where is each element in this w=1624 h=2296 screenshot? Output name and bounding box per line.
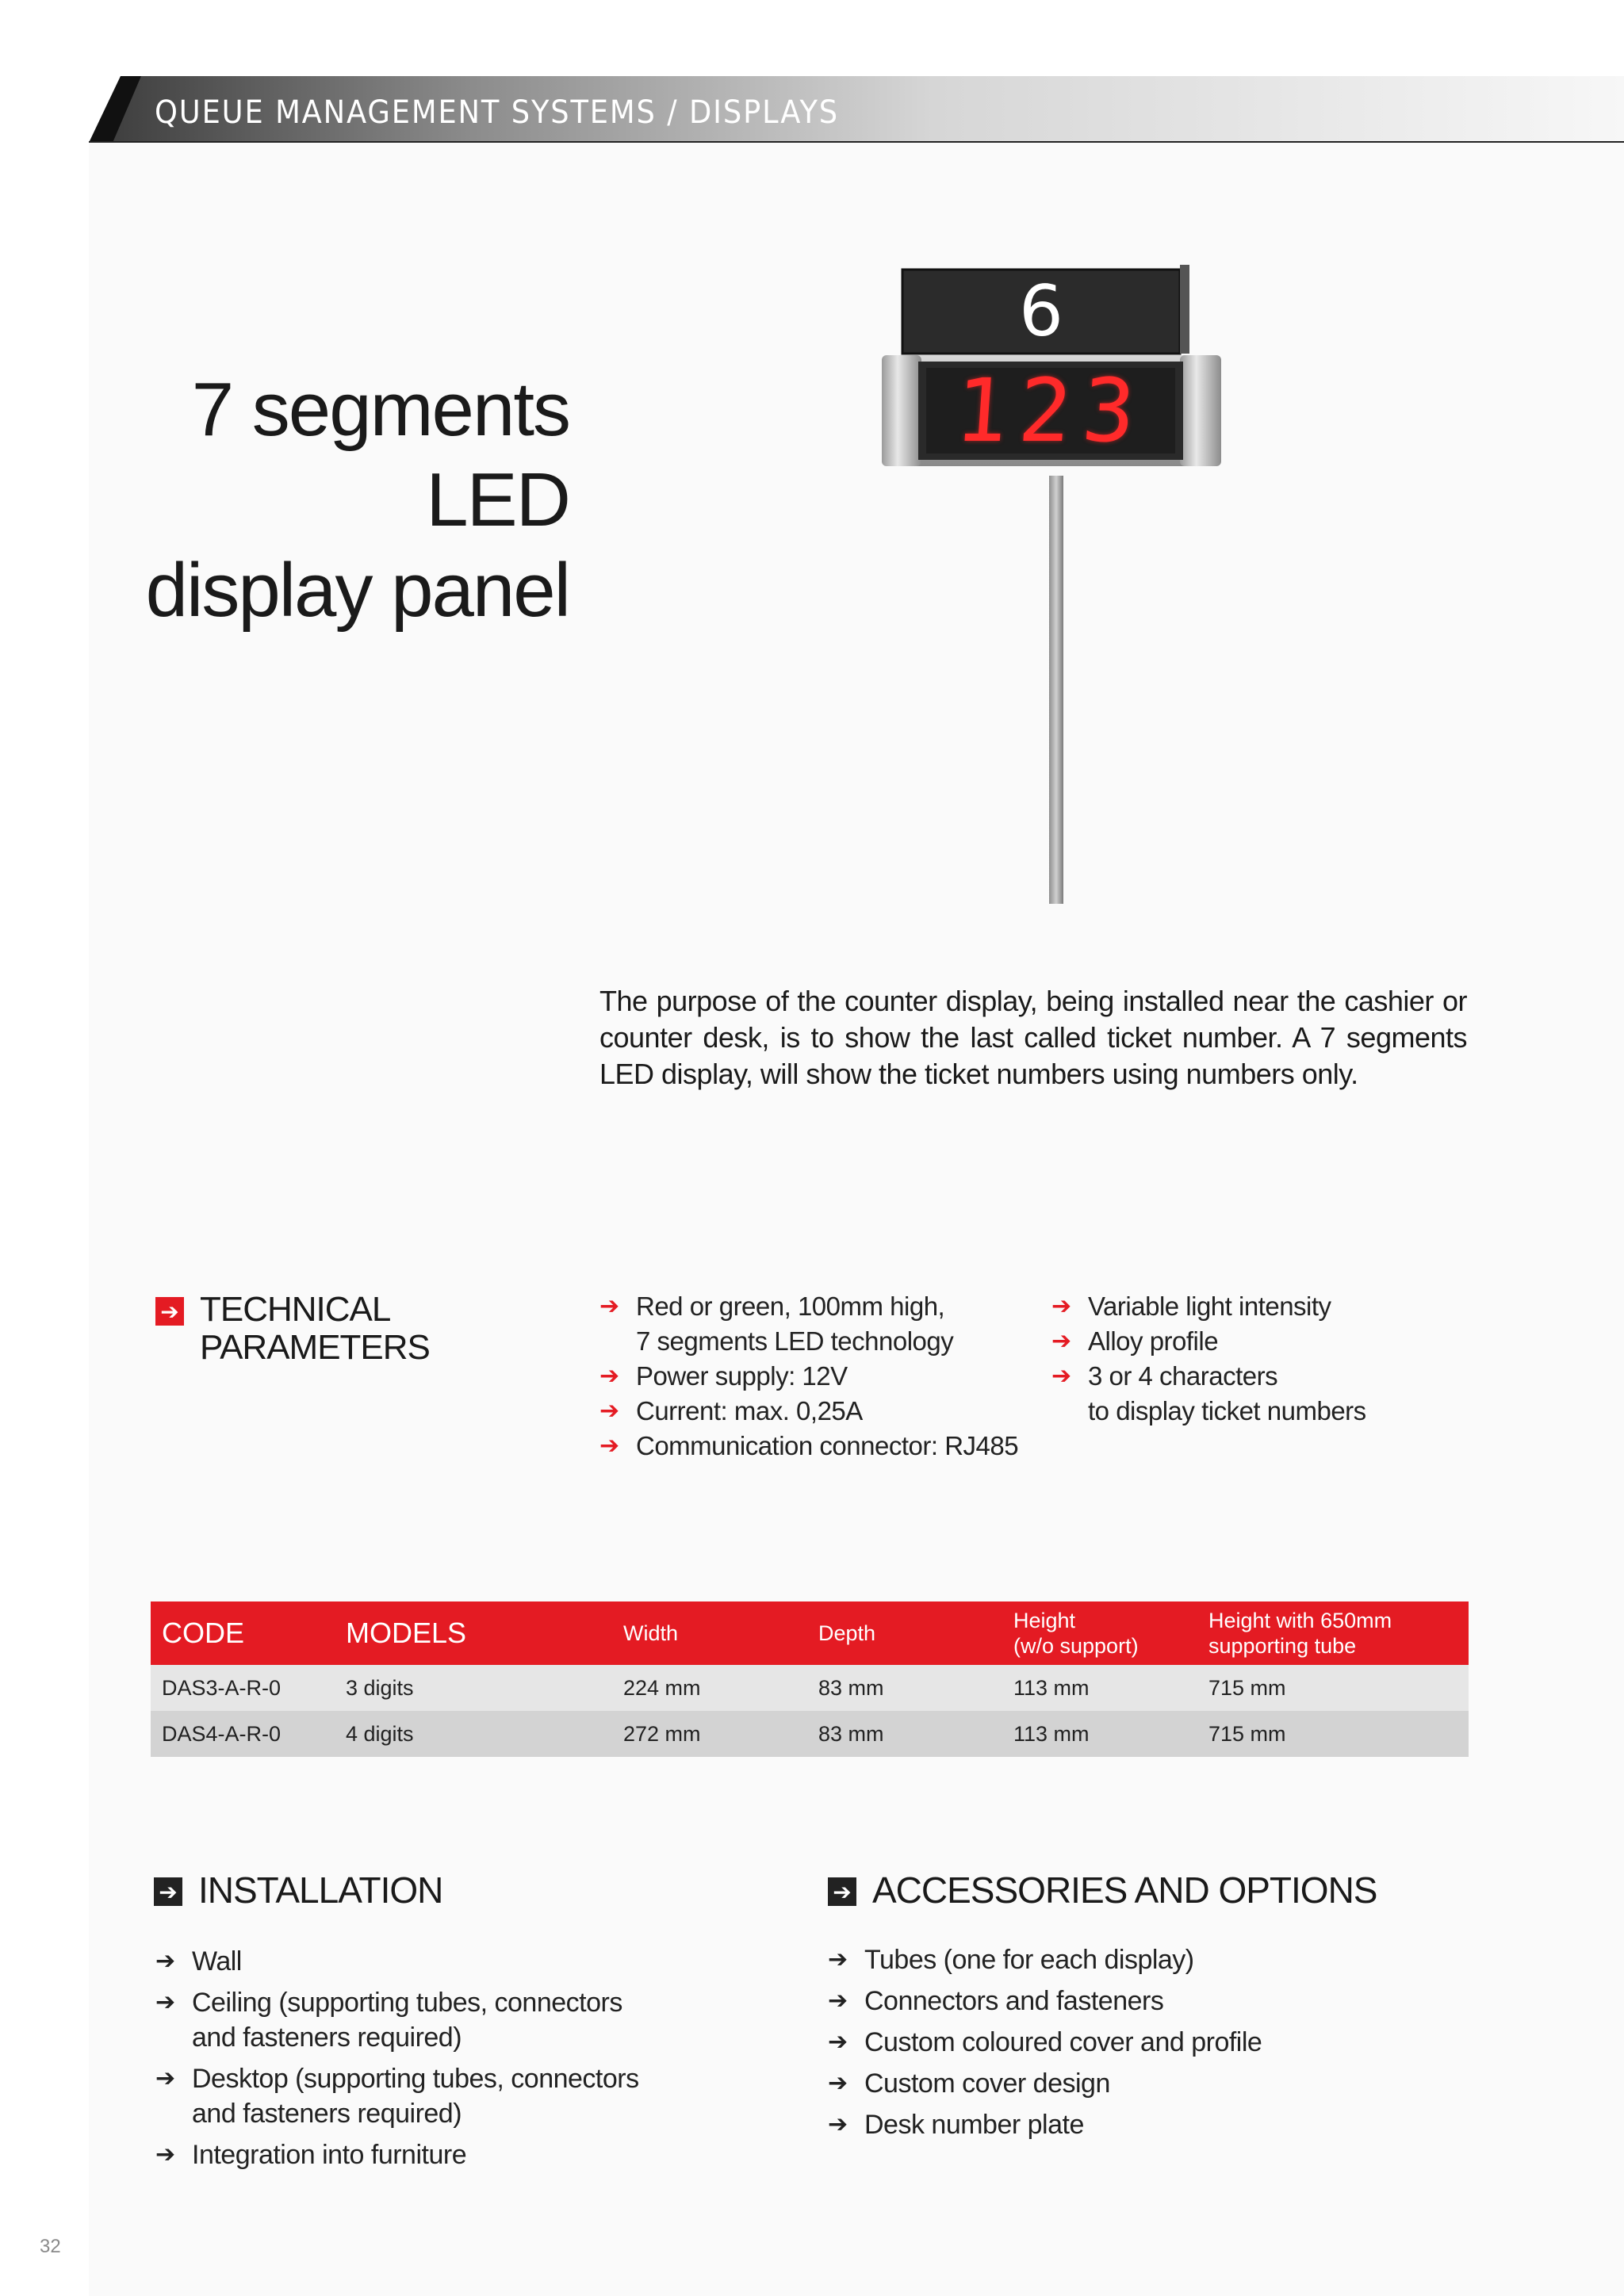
technical-parameters-heading — [155, 1291, 430, 1367]
table-cell: 224 mm — [612, 1665, 807, 1711]
accessories-heading-label: ACCESSORIES AND OPTIONS — [872, 1869, 1377, 1911]
list-item: ➔ Current: max. 0,25A — [599, 1394, 1044, 1429]
arrow-right-icon: ➔ — [828, 1988, 848, 2014]
page-title — [146, 365, 569, 636]
installation-heading — [154, 1871, 442, 1909]
arrow-right-icon: ➔ — [154, 1877, 182, 1906]
arrow-right-icon: ➔ — [599, 1363, 619, 1389]
arrow-right-icon: ➔ — [155, 1989, 175, 2015]
column-header-depth: Depth — [807, 1601, 1002, 1665]
page-number: 32 — [40, 2236, 61, 2257]
column-header-height: Height (w/o support) — [1002, 1601, 1197, 1665]
list-item: ➔ Connectors and fasteners — [828, 1984, 1462, 2019]
column-header-height-with-tube: Height with 650mm supporting tube — [1197, 1601, 1469, 1665]
technical-heading-line-1: TECHNICAL — [200, 1290, 391, 1329]
list-item: ➔ Communication connector: RJ485 — [599, 1429, 1044, 1464]
list-item: ➔ Ceiling (supporting tubes, connectors and fasteners required) — [155, 1985, 710, 2055]
table-cell: 272 mm — [612, 1711, 807, 1757]
table-cell: DAS3-A-R-0 — [151, 1665, 335, 1711]
table-cell: DAS4-A-R-0 — [151, 1711, 335, 1757]
installation-heading-label: INSTALLATION — [198, 1869, 443, 1911]
accessories-list — [828, 1942, 1462, 2149]
arrow-right-icon: ➔ — [1051, 1293, 1071, 1319]
list-item: ➔ Red or green, 100mm high, 7 segments LED technology — [599, 1289, 1044, 1359]
list-item: ➔ Desktop (supporting tubes, connectors and fasteners required) — [155, 2061, 710, 2131]
list-item: ➔ 3 or 4 characters to display ticket numbers — [1051, 1359, 1464, 1429]
list-item: ➔ Power supply: 12V — [599, 1359, 1044, 1394]
led-display-illustration — [880, 262, 1229, 904]
led-digits-readout: 123 — [952, 360, 1150, 461]
arrow-right-icon: ➔ — [1051, 1328, 1071, 1354]
list-item: ➔ Alloy profile — [1051, 1324, 1464, 1359]
arrow-right-icon: ➔ — [599, 1433, 619, 1459]
table-cell: 715 mm — [1197, 1711, 1469, 1757]
arrow-right-icon: ➔ — [828, 1946, 848, 1973]
arrow-right-icon: ➔ — [828, 1877, 856, 1906]
table-cell: 4 digits — [335, 1711, 612, 1757]
technical-list-1 — [599, 1289, 1044, 1464]
column-header-models: MODELS — [335, 1601, 612, 1665]
product-description: The purpose of the counter display, being installed near the cashier or counter desk, is to show the last called ticket number. A 7 segments LED display, will show the ticket numbers using numbers only. — [599, 985, 1467, 1090]
list-item: ➔ Tubes (one for each display) — [828, 1942, 1462, 1977]
table-row — [151, 1711, 1469, 1757]
arrow-right-icon: ➔ — [599, 1398, 619, 1424]
table-cell: 83 mm — [807, 1711, 1002, 1757]
list-item: ➔ Custom coloured cover and profile — [828, 2025, 1462, 2060]
table-header-row — [151, 1601, 1469, 1665]
accessories-heading — [828, 1871, 1377, 1909]
arrow-right-icon: ➔ — [828, 2070, 848, 2096]
top-number-plate-digit: 6 — [1019, 270, 1063, 352]
technical-list-2 — [1051, 1289, 1464, 1429]
title-line-1: 7 segments — [191, 367, 569, 452]
arrow-right-icon: ➔ — [155, 2141, 175, 2168]
header-title: QUEUE MANAGEMENT SYSTEMS / DISPLAYS — [155, 94, 839, 131]
arrow-right-icon: ➔ — [155, 2065, 175, 2091]
table-cell: 715 mm — [1197, 1665, 1469, 1711]
list-item: ➔ Wall — [155, 1944, 710, 1979]
arrow-right-icon: ➔ — [828, 2029, 848, 2055]
title-line-2: LED — [426, 457, 569, 542]
arrow-right-icon: ➔ — [599, 1293, 619, 1319]
table-cell: 83 mm — [807, 1665, 1002, 1711]
table-row — [151, 1665, 1469, 1711]
technical-heading-line-2: PARAMETERS — [200, 1328, 430, 1367]
list-item: ➔ Custom cover design — [828, 2066, 1462, 2101]
arrow-right-icon: ➔ — [1051, 1363, 1071, 1389]
table-cell: 113 mm — [1002, 1665, 1197, 1711]
table-cell: 3 digits — [335, 1665, 612, 1711]
column-header-code: CODE — [151, 1601, 335, 1665]
installation-list — [155, 1944, 710, 2179]
arrow-right-icon: ➔ — [155, 1948, 175, 1974]
specification-table — [151, 1601, 1469, 1757]
arrow-right-icon: ➔ — [828, 2111, 848, 2137]
arrow-right-icon: ➔ — [155, 1297, 184, 1326]
list-item: ➔ Integration into furniture — [155, 2137, 710, 2172]
table-cell: 113 mm — [1002, 1711, 1197, 1757]
column-header-width: Width — [612, 1601, 807, 1665]
list-item: ➔ Desk number plate — [828, 2107, 1462, 2142]
list-item: ➔ Variable light intensity — [1051, 1289, 1464, 1324]
title-line-3: display panel — [145, 548, 569, 633]
